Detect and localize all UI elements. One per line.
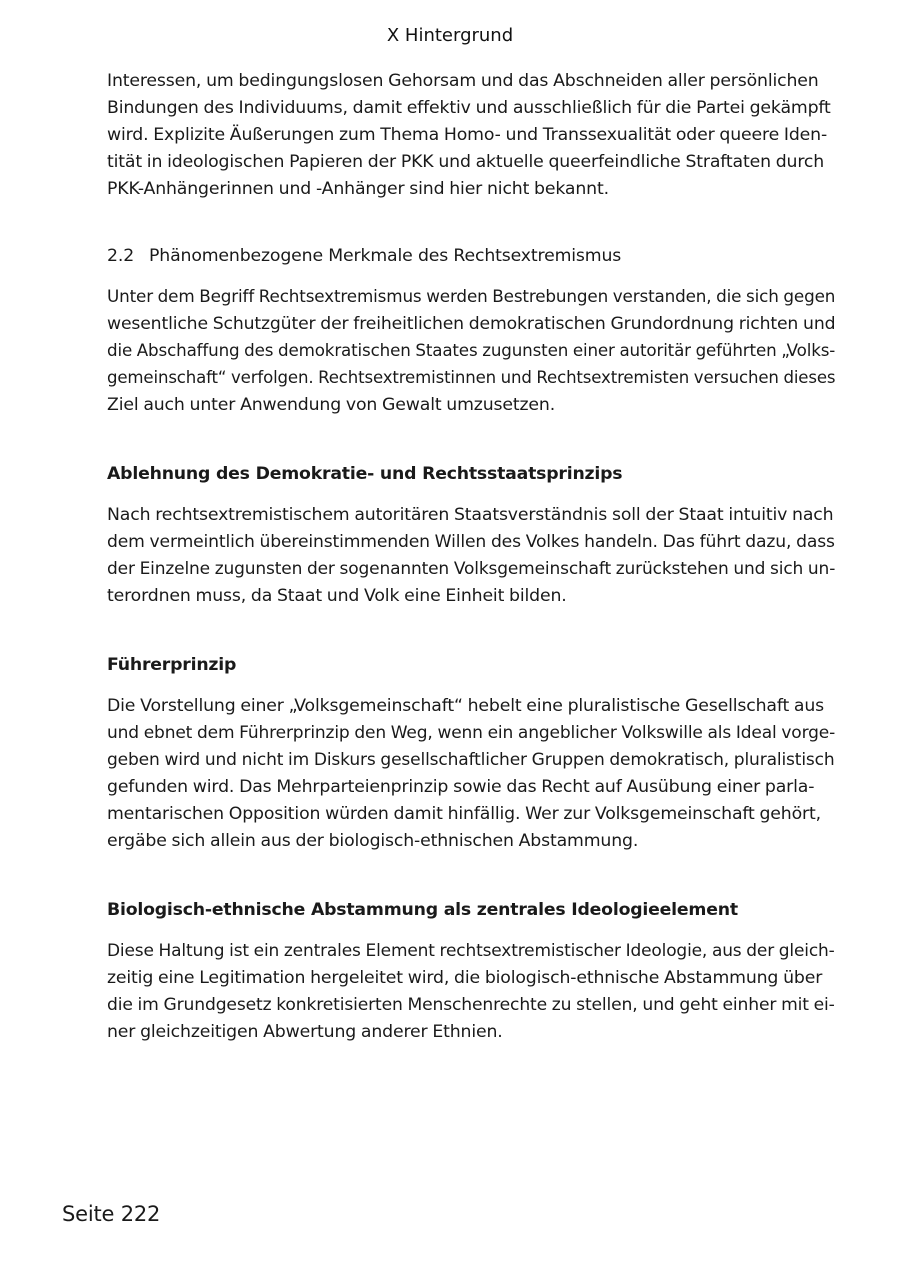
- text-line: Die Vorstellung einer „Volksgemeinschaft“ hebelt eine pluralistische Gesellschaft aus: [107, 696, 825, 716]
- subsection-heading-abstammung: Biologisch-ethnische Abstammung als zentrales Ideologieelement: [107, 900, 738, 920]
- text-line: gemeinschaft“ verfolgen. Rechtsextremistinnen und Rechtsextremisten versuchen dieses: [107, 368, 836, 388]
- text-line: ergäbe sich allein aus der biologisch-ethnischen Abstammung.: [107, 831, 639, 851]
- text-line: geben wird und nicht im Diskurs gesellschaftlicher Gruppen demokratisch, pluralistisch: [107, 750, 835, 770]
- text-line: Unter dem Begriff Rechtsextremismus werden Bestrebungen verstanden, die sich gegen: [107, 287, 836, 307]
- text-line: und ebnet dem Führerprinzip den Weg, wenn ein angeblicher Volkswille als Ideal vorge-: [107, 723, 836, 743]
- text-line: die Abschaffung des demokratischen Staates zugunsten einer autoritär geführten „Volks-: [107, 341, 836, 361]
- running-header: X Hintergrund: [386, 25, 514, 46]
- page-number: Seite 222: [62, 1202, 161, 1226]
- text-line: die im Grundgesetz konkretisierten Menschenrechte zu stellen, und geht einher mit ei-: [107, 995, 835, 1015]
- text-line: Ziel auch unter Anwendung von Gewalt umzusetzen.: [107, 395, 556, 415]
- text-line: mentarischen Opposition würden damit hinfällig. Wer zur Volksgemeinschaft gehört,: [107, 804, 821, 824]
- subsection-heading-demokratie: Ablehnung des Demokratie- und Rechtsstaatsprinzips: [107, 464, 623, 484]
- text-line: tität in ideologischen Papieren der PKK und aktuelle queerfeindliche Straftaten durch: [107, 152, 825, 172]
- subsection-paragraph-fuehrerprinzip: [107, 693, 835, 855]
- text-line: wird. Explizite Äußerungen zum Thema Homo- und Transsexualität oder queere Iden-: [107, 125, 828, 145]
- text-line: wesentliche Schutzgüter der freiheitlichen demokratischen Grundordnung richten und: [107, 314, 836, 334]
- text-line: der Einzelne zugunsten der sogenannten Volksgemeinschaft zurückstehen und sich un-: [107, 559, 836, 579]
- text-line: Interessen, um bedingungslosen Gehorsam und das Abschneiden aller persönlichen: [107, 71, 819, 91]
- text-line: Diese Haltung ist ein zentrales Element rechtsextremistischer Ideologie, aus der gleich-: [107, 941, 835, 961]
- text-line: gefunden wird. Das Mehrparteienprinzip sowie das Recht auf Ausübung einer parla-: [107, 777, 815, 797]
- text-line: dem vermeintlich übereinstimmenden Willen des Volkes handeln. Das führt dazu, dass: [107, 532, 835, 552]
- intro-paragraph: [107, 68, 835, 203]
- section-heading: [107, 243, 835, 270]
- subsection-heading-fuehrerprinzip: Führerprinzip: [107, 655, 237, 675]
- text-line: terordnen muss, da Staat und Volk eine Einheit bilden.: [107, 586, 567, 606]
- page-content: [107, 68, 835, 1046]
- text-line: PKK-Anhängerinnen und -Anhänger sind hier nicht bekannt.: [107, 179, 609, 199]
- text-line: Nach rechtsextremistischem autoritären Staatsverständnis soll der Staat intuitiv nach: [107, 505, 834, 525]
- section-paragraph: [107, 284, 835, 419]
- section-number: 2.2: [107, 246, 135, 266]
- text-line: Bindungen des Individuums, damit effektiv und ausschließlich für die Partei gekämpft: [107, 98, 831, 118]
- section-title: Phänomenbezogene Merkmale des Rechtsextremismus: [149, 246, 622, 266]
- text-line: ner gleichzeitigen Abwertung anderer Ethnien.: [107, 1022, 503, 1042]
- text-line: zeitig eine Legitimation hergeleitet wird, die biologisch-ethnische Abstammung über: [107, 968, 823, 988]
- subsection-paragraph-abstammung: [107, 938, 835, 1046]
- subsection-paragraph-demokratie: [107, 502, 835, 610]
